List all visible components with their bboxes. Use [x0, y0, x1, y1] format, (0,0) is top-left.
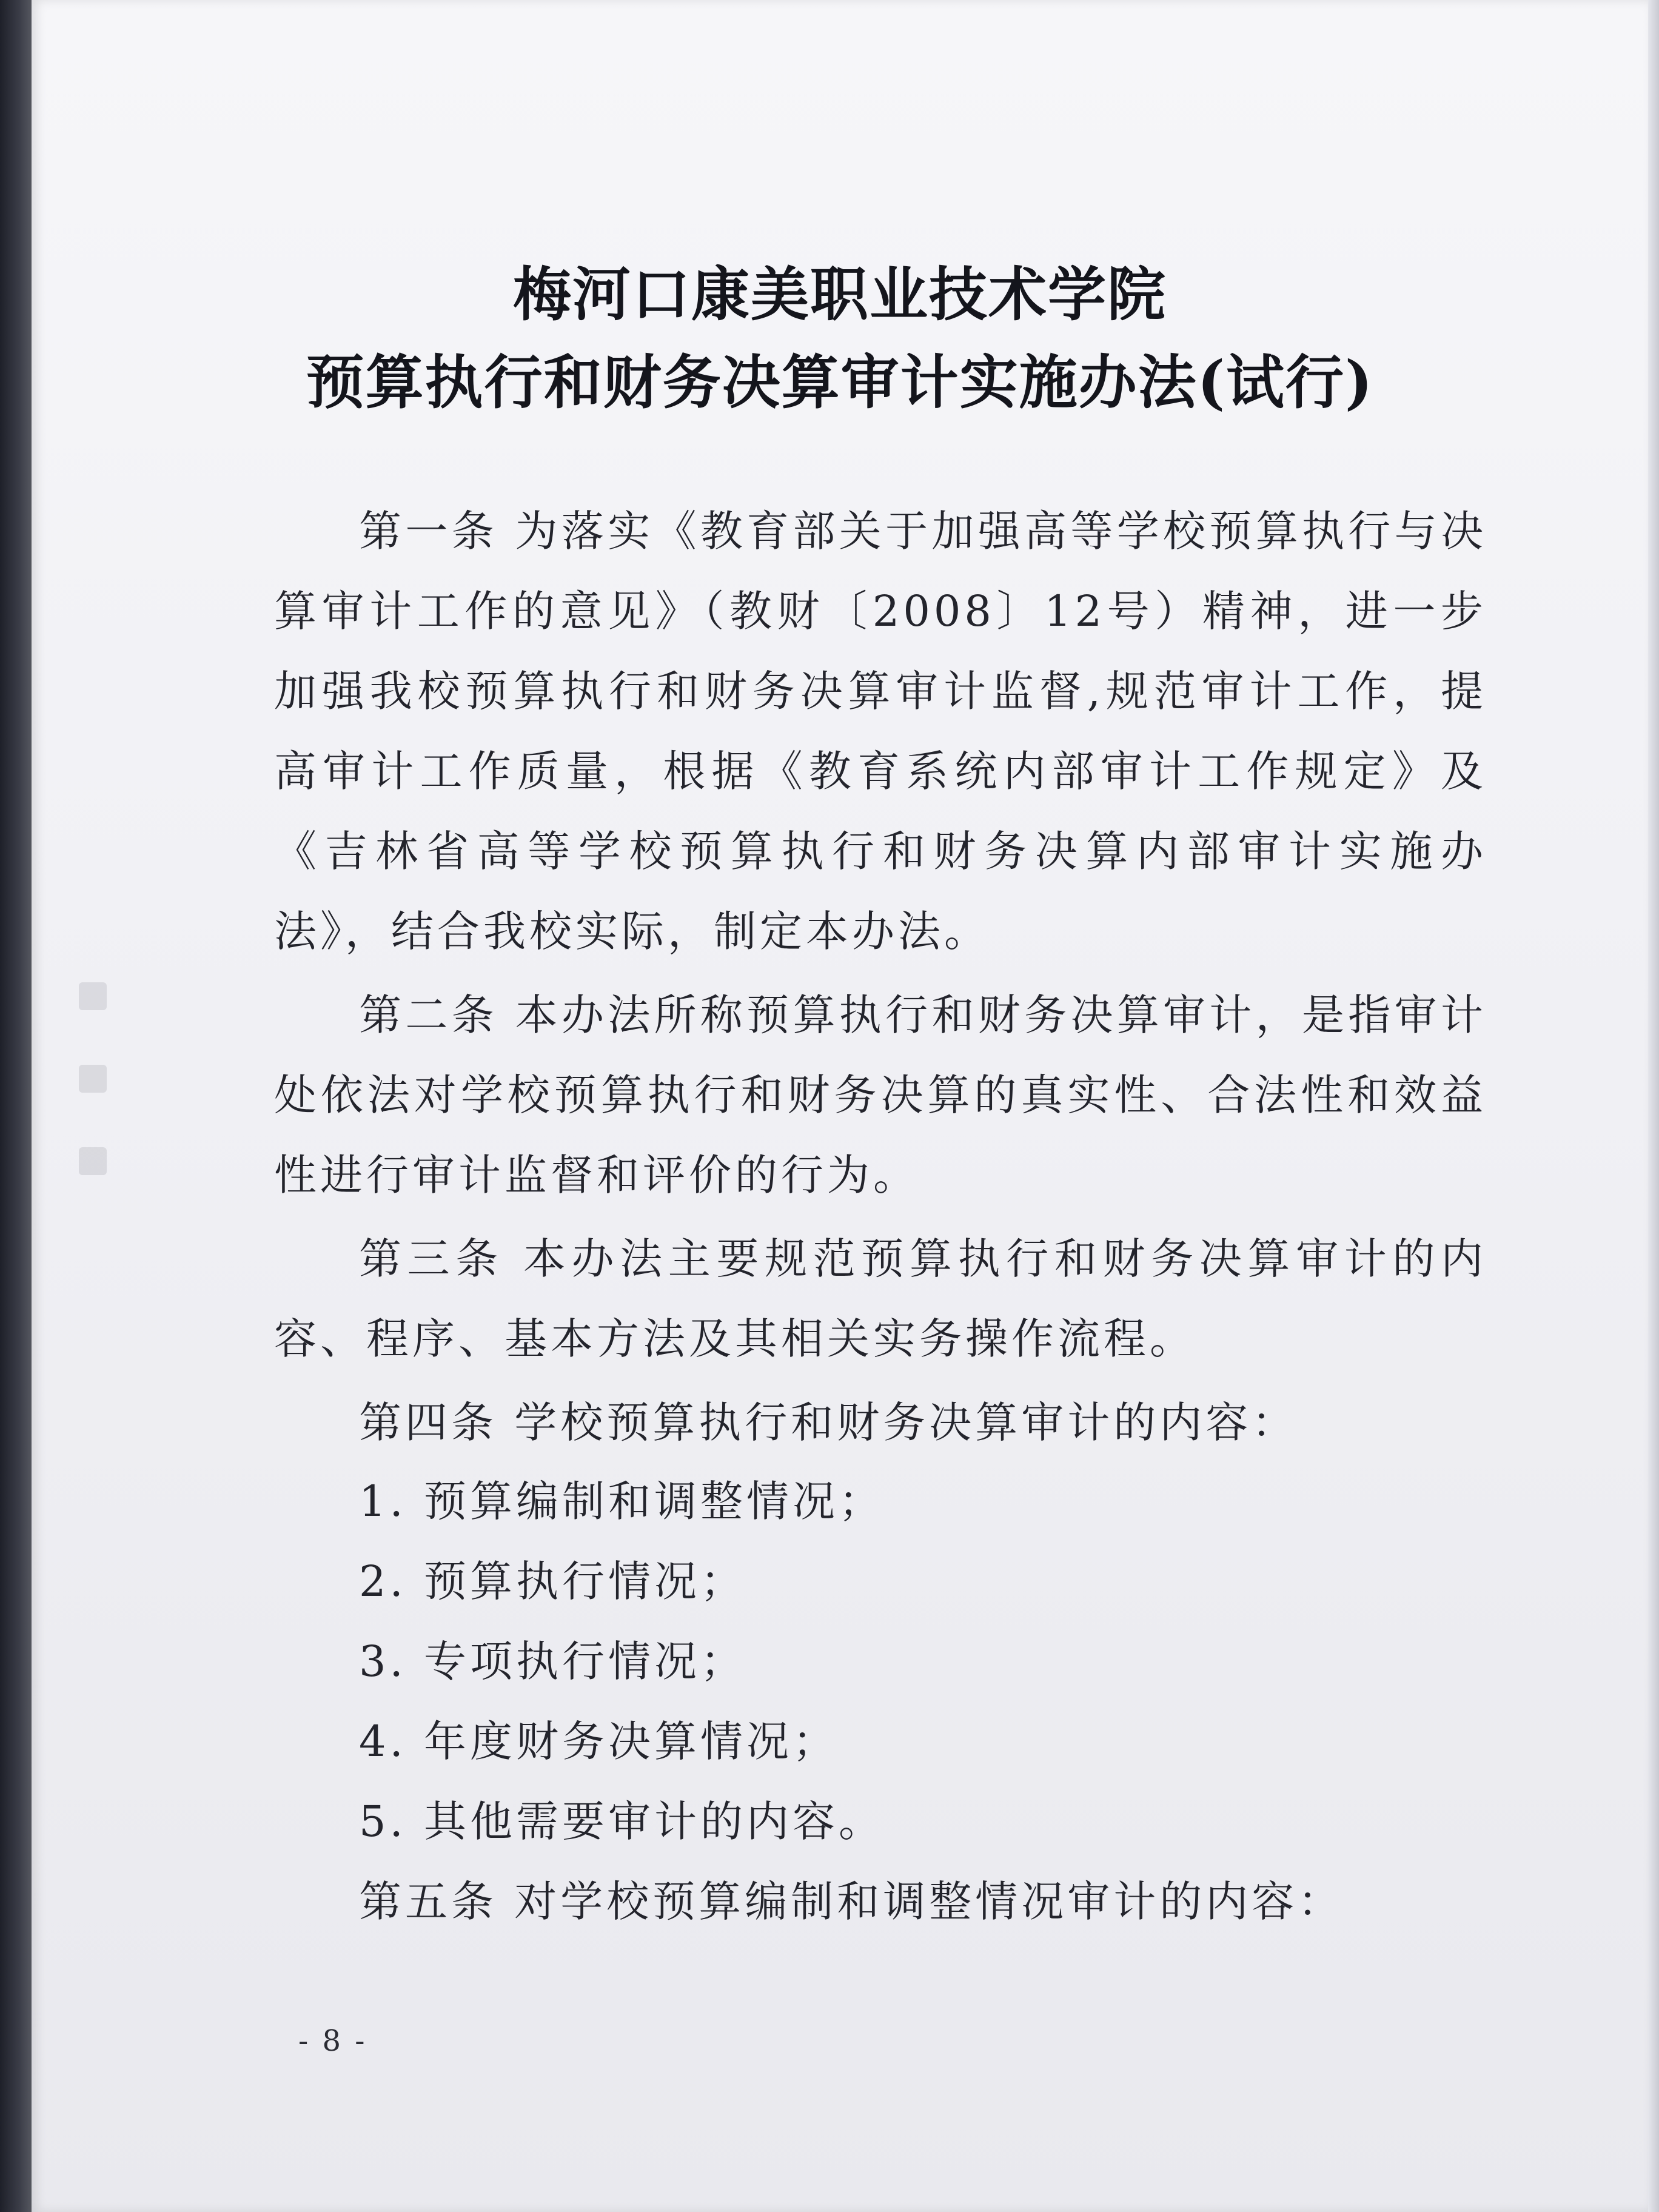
article-4-list-item: 5. 其他需要审计的内容。 [359, 1797, 885, 1846]
document-page [32, 0, 1648, 2212]
article-3-paragraph: 第三条 本办法主要规范预算执行和财务决算审计的内容、程序、基本方法及其相关实务操作流程。 [274, 1234, 1487, 1364]
article-4-list-item: 4. 年度财务决算情况； [359, 1717, 839, 1766]
document-title-line-1: 梅河口康美职业技术学院 [513, 260, 1167, 329]
article-4-list-item: 1. 预算编制和调整情况； [359, 1476, 885, 1526]
article-2-paragraph: 第二条 本办法所称预算执行和财务决算审计，是指审计处依法对学校预算执行和财务决算的真实性、合法性和效益性进行审计监督和评价的行为。 [274, 990, 1487, 1200]
article-5-heading: 第五条 对学校预算编制和调整情况审计的内容： [359, 1877, 1344, 1926]
page-number: - 8 - [298, 2024, 367, 2058]
article-4-list-item: 2. 预算执行情况； [359, 1557, 747, 1606]
document-title-line-2: 预算执行和财务决算审计实施办法(试行) [306, 348, 1374, 417]
page-stack-edge [1648, 0, 1659, 2212]
article-4-heading: 第四条 学校预算执行和财务决算审计的内容： [359, 1398, 1298, 1447]
article-4-list-item: 3. 专项执行情况； [359, 1637, 747, 1686]
show-through-marks [79, 982, 115, 1273]
book-binding-edge [0, 0, 32, 2212]
article-1-paragraph: 第一条 为落实《教育部关于加强高等学校预算执行与决算审计工作的意见》（教财〔2008〕12号）精神，进一步加强我校预算执行和财务决算审计监督,规范审计工作，提高审计工作质量，根据《教育系统内部审计工作规定》及《吉林省高等学校预算执行和财务决算内部审计实施办法》，结合我校实际，制定本办法。 [274, 506, 1487, 956]
